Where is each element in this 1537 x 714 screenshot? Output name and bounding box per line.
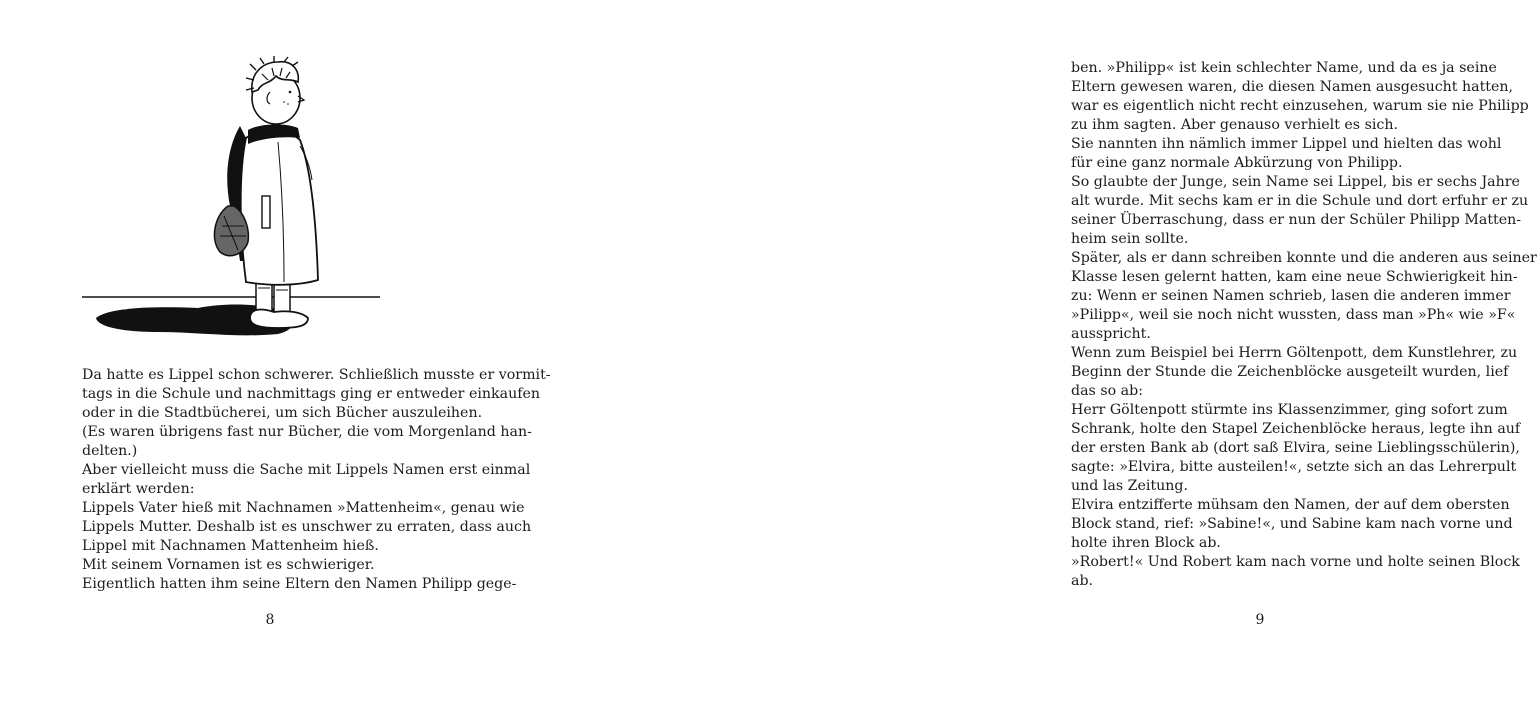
text-line: Mit seinem Vornamen ist es schwieriger. [82,557,375,573]
text-line: Lippel mit Nachnamen Mattenheim hieß. [82,538,379,554]
text-line: erklärt werden: [82,481,195,497]
page-number-left: 8 [265,612,275,628]
text-line: delten.) [82,443,138,459]
text-line: und las Zeitung. [1071,478,1189,494]
text-line: ben. »Philipp« ist kein schlechter Name, und da es ja seine [1071,60,1497,76]
text-line: (Es waren übrigens fast nur Bücher, die vom Morgenland han- [82,424,532,440]
text-line: oder in die Stadtbücherei, um sich Bücher auszuleihen. [82,405,483,421]
boy-in-coat-illustration [78,56,388,346]
text-line: »Pilipp«, weil sie noch nicht wussten, dass man »Ph« wie »F« [1071,307,1516,323]
text-line: tags in die Schule und nachmittags ging er entweder einkaufen [82,386,541,402]
text-line: Block stand, rief: »Sabine!«, und Sabine kam nach vorne und [1071,516,1513,532]
left-page [0,0,551,714]
text-line: Eigentlich hatten ihm seine Eltern den Namen Philipp gege- [82,576,517,592]
left-page-text [82,366,551,594]
text-line: Eltern gewesen waren, die diesen Namen ausgesucht hatten, [1071,79,1514,95]
right-page-text [1071,59,1537,591]
text-line: war es eigentlich nicht recht einzusehen, warum sie nie Philipp [1071,98,1529,114]
text-line: seiner Überraschung, dass er nun der Schüler Philipp Matten- [1071,212,1522,228]
text-line: Elvira entzifferte mühsam den Namen, der auf dem obersten [1071,497,1510,513]
text-line: zu: Wenn er seinen Namen schrieb, lasen die anderen immer [1071,288,1511,304]
text-line: für eine ganz normale Abkürzung von Philipp. [1071,155,1403,171]
text-line: der ersten Bank ab (dort saß Elvira, seine Lieblingsschülerin), [1071,440,1520,456]
page-number-right: 9 [1255,612,1265,628]
text-line: So glaubte der Junge, sein Name sei Lippel, bis er sechs Jahre [1071,174,1520,190]
text-line: Sie nannten ihn nämlich immer Lippel und hielten das wohl [1071,136,1502,152]
text-line: das so ab: [1071,383,1143,399]
text-line: Wenn zum Beispiel bei Herrn Göltenpott, dem Kunstlehrer, zu [1071,345,1518,361]
text-line: Lippels Vater hieß mit Nachnamen »Mattenheim«, genau wie [82,500,525,516]
text-line: alt wurde. Mit sechs kam er in die Schule und dort erfuhr er zu [1071,193,1529,209]
text-line: Beginn der Stunde die Zeichenblöcke ausgeteilt wurden, lief [1071,364,1509,380]
text-line: ausspricht. [1071,326,1151,342]
text-line: Schrank, holte den Stapel Zeichenblöcke heraus, legte ihn auf [1071,421,1521,437]
text-line: heim sein sollte. [1071,231,1189,247]
text-line: sagte: »Elvira, bitte austeilen!«, setzte sich an das Lehrerpult [1071,459,1517,475]
text-line: zu ihm sagten. Aber genauso verhielt es sich. [1071,117,1399,133]
text-line: »Robert!« Und Robert kam nach vorne und holte seinen Block [1071,554,1520,570]
text-line: Klasse lesen gelernt hatten, kam eine neue Schwierigkeit hin- [1071,269,1518,285]
right-page [510,0,1537,714]
text-line: holte ihren Block ab. [1071,535,1221,551]
text-line: Später, als er dann schreiben konnte und die anderen aus seiner [1071,250,1537,266]
text-line: Herr Göltenpott stürmte ins Klassenzimmer, ging sofort zum [1071,402,1508,418]
text-line: Da hatte es Lippel schon schwerer. Schließlich musste er vormit- [82,367,551,383]
text-line: Aber vielleicht muss die Sache mit Lippels Namen erst einmal [82,462,531,478]
text-line: ab. [1071,573,1094,589]
text-line: Lippels Mutter. Deshalb ist es unschwer zu erraten, dass auch [82,519,532,535]
